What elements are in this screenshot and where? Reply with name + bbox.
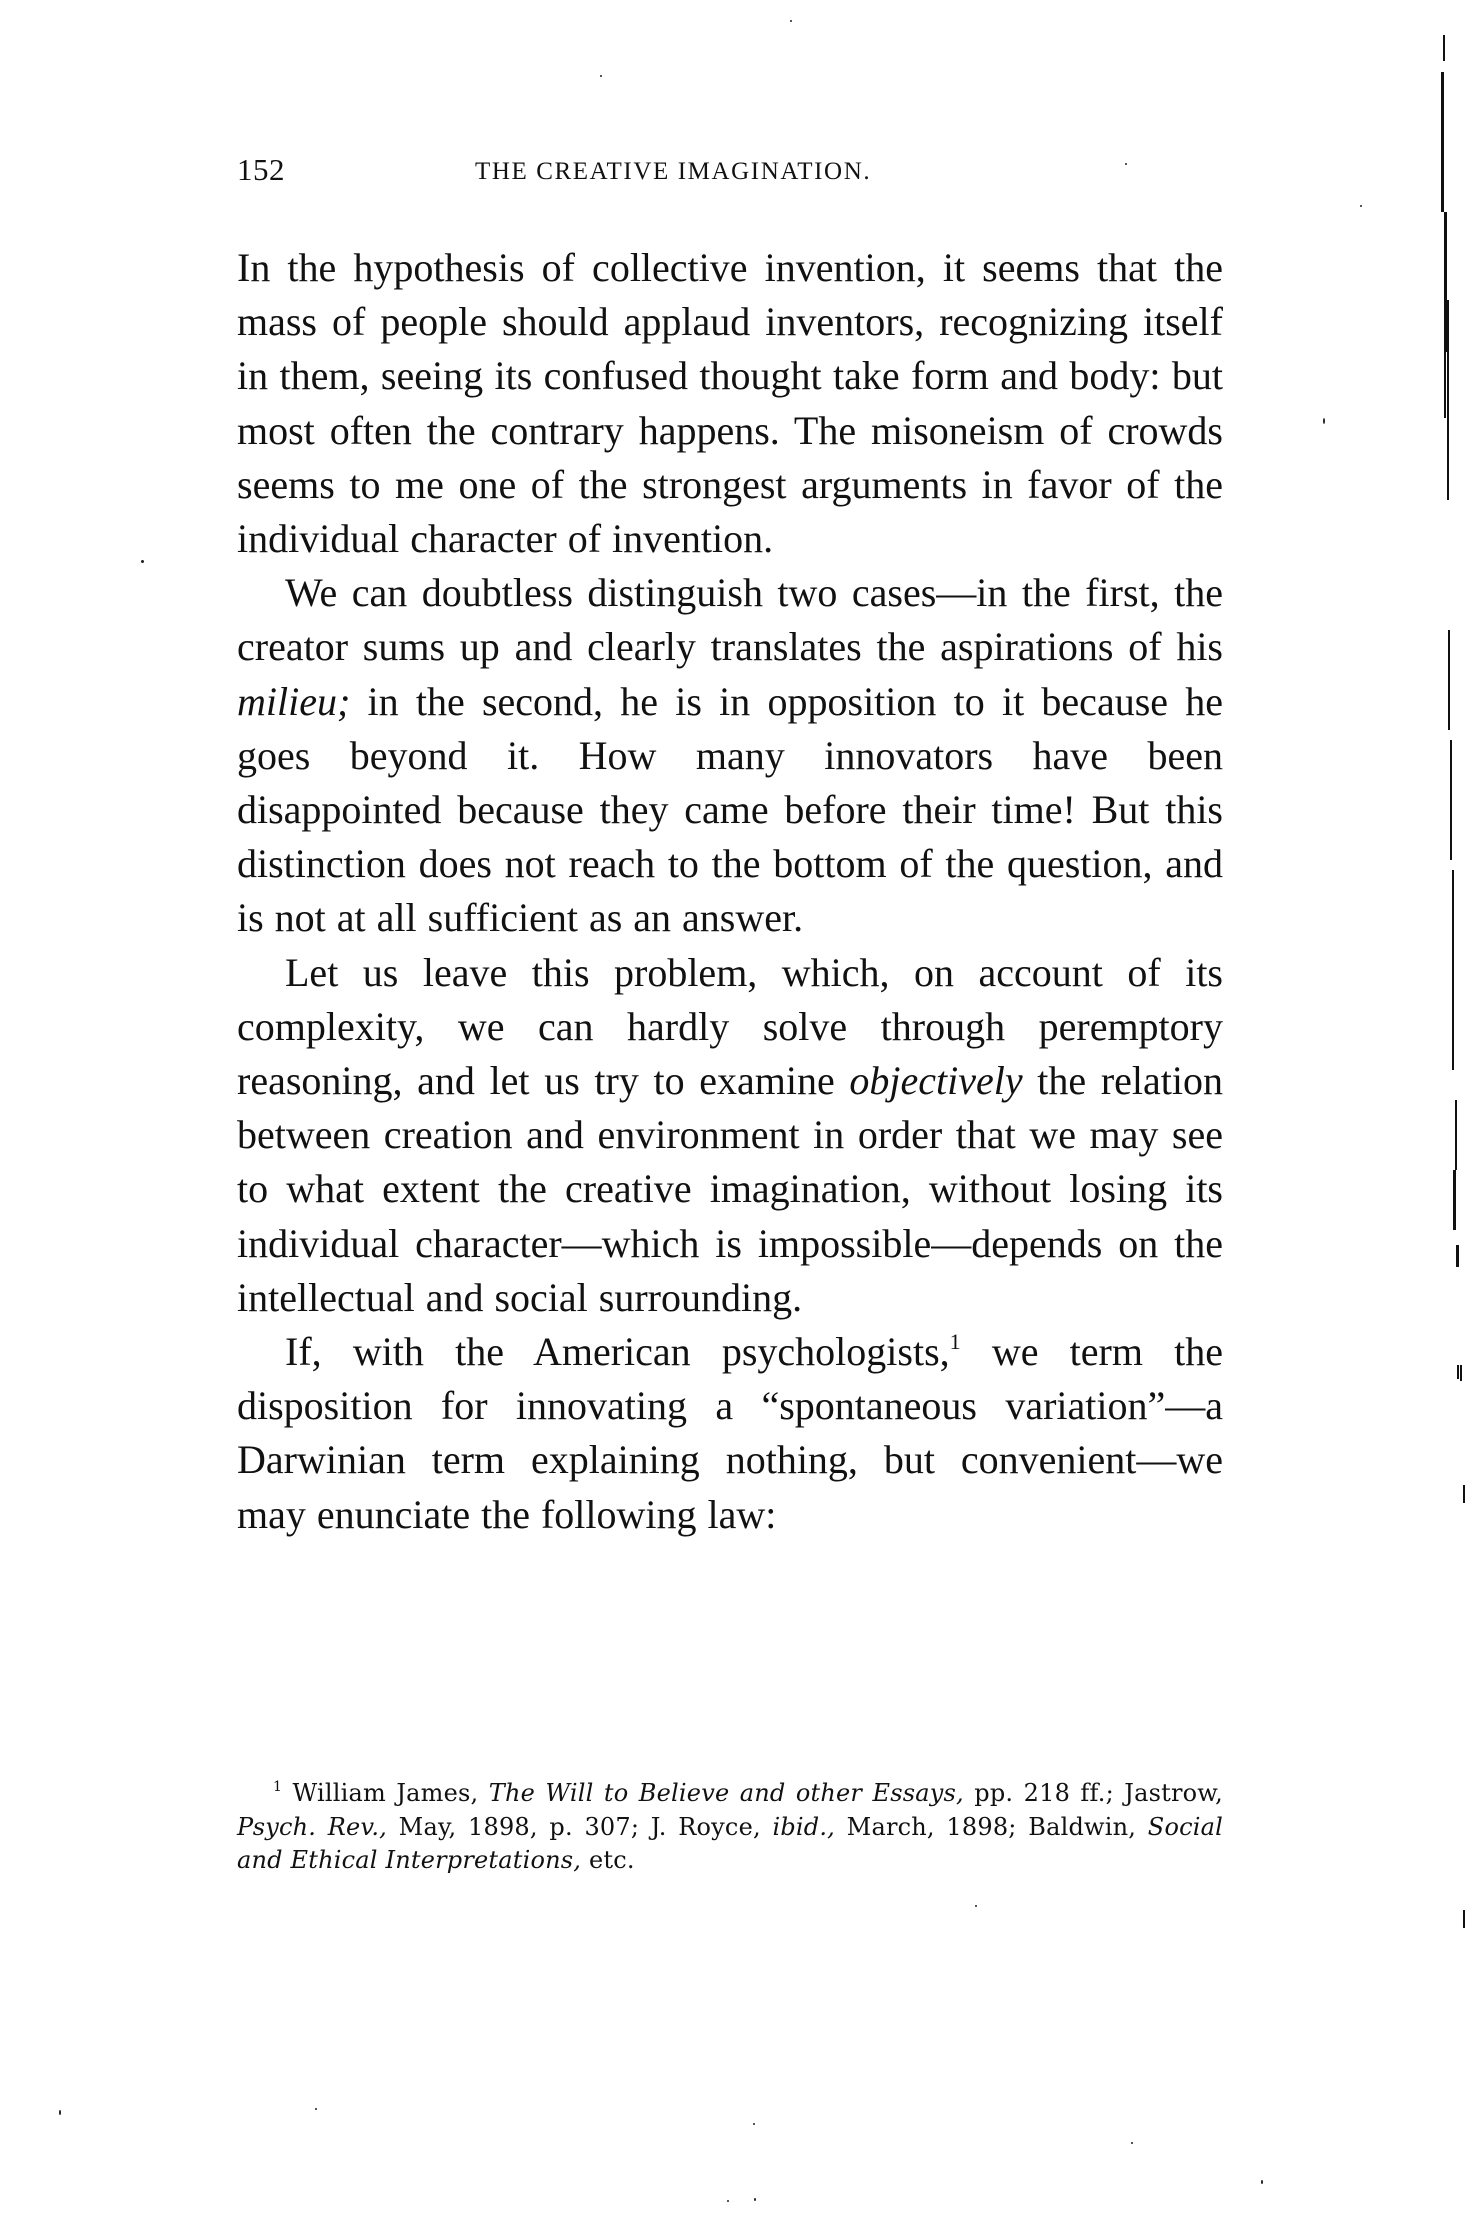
- text-run: If, with the American psychologists,: [285, 1329, 950, 1375]
- running-head: [237, 150, 1223, 190]
- text-run: in the second, he is in opposition to it because he goes beyond it. How many innovators have been disappointed because they came before their time! But this distinction does not reach to the bottom of the question, and is not at all sufficient as an answer.: [237, 678, 1223, 941]
- scan-speck: [727, 2200, 729, 2202]
- text-run: May, 1898, p. 307; J. Royce,: [387, 1812, 773, 1841]
- text-run: In the hypothesis of collective invention, it seems that the mass of people should applaud inventors, recognizing itself in them, seeing its confused thought take form and body: but most often the contrary happens. The misoneism of crowds seems to me one of the strongest arguments in favor of the individual character of invention.: [237, 245, 1223, 562]
- scan-speck: [1131, 2142, 1133, 2144]
- text-run: Let us leave this problem, which, on account of its complexity, we can hardly solve through peremptory reasoning, and let us try to examine: [237, 949, 1223, 1104]
- text-run: We can doubtless distinguish two cases—in the first, the creator sums up and clearly translates the aspirations of his: [237, 570, 1223, 670]
- text-run: the relation between creation and environment in order that we may see to what extent the creative imagination, without losing its individual character—which is impossible—depends on the intellectual and social surrounding.: [237, 1058, 1223, 1320]
- scan-speck: [790, 20, 792, 22]
- scan-speck: [315, 2108, 317, 2110]
- text-run: March, 1898; Baldwin,: [835, 1812, 1148, 1841]
- italic-text: ibid.,: [772, 1812, 836, 1841]
- scan-edge-line: [1463, 1910, 1465, 1928]
- scan-edge-line: [1441, 72, 1444, 212]
- scan-edge-line: [1450, 740, 1452, 860]
- footnote: [237, 1777, 1223, 1878]
- scan-edge-line: [1463, 1485, 1465, 1503]
- scan-edge-line: [1460, 1365, 1462, 1381]
- page-number: 152: [237, 152, 285, 187]
- text-run: pp. 218 ff.; Jastrow,: [963, 1779, 1223, 1807]
- scan-edge-line: [1443, 35, 1445, 61]
- paragraph: [237, 241, 1223, 566]
- body-text: [237, 241, 1223, 1542]
- scan-speck: [600, 75, 602, 77]
- italic-text: objectively: [849, 1058, 1023, 1104]
- paragraph: [237, 566, 1223, 945]
- scan-speck: [754, 2198, 756, 2201]
- footnote-text: [237, 1779, 1223, 1874]
- scan-edge-line: [1452, 870, 1454, 1070]
- scan-edge-line: [1455, 1100, 1457, 1170]
- scan-edge-line: [1448, 630, 1450, 730]
- italic-text: milieu;: [237, 678, 351, 724]
- text-run: William James,: [282, 1779, 489, 1807]
- italic-text: Psych. Rev.,: [237, 1812, 388, 1841]
- scan-edge-line: [1453, 1170, 1456, 1230]
- footnote-marker: 1: [273, 1779, 283, 1795]
- running-title: THE CREATIVE IMAGINATION.: [475, 158, 872, 185]
- text-run: we term the disposition for innovating a “spontaneous variation”—a Darwinian term explaining nothing, but convenient—we may enunciate the following law:: [237, 1329, 1223, 1537]
- italic-text: Social and Ethical Interpretations,: [237, 1812, 1223, 1874]
- scan-edge-line: [1457, 1245, 1459, 1267]
- scan-speck: [141, 560, 144, 563]
- scan-speck: [1323, 418, 1325, 424]
- scan-edge-line: [1444, 300, 1446, 418]
- scan-edge-line: [1447, 300, 1449, 500]
- scan-speck: [753, 2123, 755, 2125]
- paragraph: [237, 1325, 1223, 1542]
- scan-speck: [1261, 2180, 1263, 2184]
- scan-speck: [1360, 205, 1362, 207]
- scan-edge-line: [1457, 1365, 1459, 1379]
- footnote-reference: 1: [949, 1329, 961, 1355]
- scan-speck: [1125, 163, 1127, 165]
- italic-text: The Will to Believe and other Essays,: [488, 1779, 964, 1807]
- scan-speck: [975, 1905, 977, 1907]
- paragraph: [237, 946, 1223, 1325]
- text-run: etc.: [581, 1846, 635, 1874]
- scan-speck: [59, 2110, 61, 2115]
